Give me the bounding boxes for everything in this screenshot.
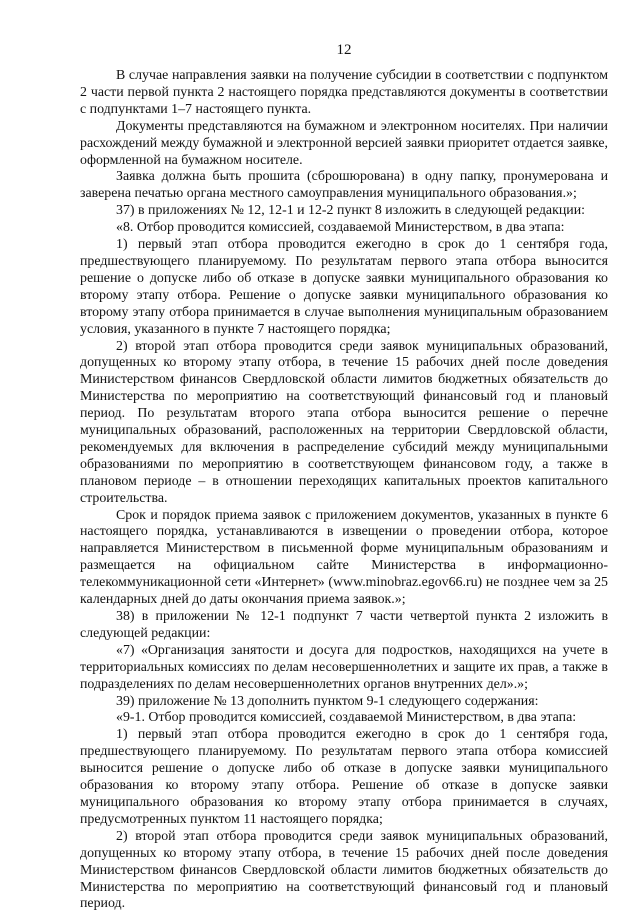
paragraph: 2) второй этап отбора проводится среди заявок муниципальных образований, допущенных ко второму этапу отбора, в течение 15 рабочих дней после доведения Министерством финансов Свердловской области лимитов бюджетных обязательств до Министерства по мероприятию на соответствующий финансовый год и плановый период. bbox=[80, 828, 608, 912]
page-number: 12 bbox=[336, 42, 352, 58]
paragraph: 1) первый этап отбора проводится ежегодно в срок до 1 сентября года, предшествующего планируемому. По результатам первого этапа отбора комиссией выносится решение о допуске либо об отказе в допуске заявки муниципального образования ко второму этапу отбора. Решение об отказе в допуске заявки муниципального образования ко второму этапу отбора принимается в случаях, предусмотренных пунктом 11 настоящего порядка; bbox=[80, 727, 608, 827]
paragraph: 1) первый этап отбора проводится ежегодно в срок до 1 сентября года, предшествующего планируемому. По результатам первого этапа отбора выносится решение о допуске либо об отказе в допуске заявки муниципального образования ко второму этапу отбора. Решение о допуске заявки муниципального образования ко второму этапу отбора принимается в случае выполнения муниципальным образованием условия, указанного в пункте 7 настоящего порядка; bbox=[80, 237, 608, 337]
paragraph: Документы представляются на бумажном и электронном носителях. При наличии расхождений между бумажной и электронной версией заявки приоритет отдается заявке, оформленной на бумажном носителе. bbox=[80, 118, 608, 168]
document-body bbox=[80, 68, 608, 913]
paragraph: В случае направления заявки на получение субсидии в соответствии с подпунктом 2 части первой пункта 2 настоящего порядка представляются документы в соответствии с подпунктами 1–7 настоящего пункта. bbox=[80, 68, 608, 117]
paragraph: 37) в приложениях № 12, 12-1 и 12-2 пункт 8 изложить в следующей редакции: bbox=[116, 203, 585, 219]
paragraph: 2) второй этап отбора проводится среди заявок муниципальных образований, допущенных ко второму этапу отбора, в течение 15 рабочих дней после доведения Министерством финансов Свердловской области лимитов бюджетных обязательств до Министерства по мероприятию на соответствующий финансовый год и плановый период. По результатам второго этапа отбора выносится решение о перечне муниципальных образований, расположенных на территории Свердловской области, рекомендуемых для включения в распределение субсидий между муниципальными образованиями по мероприятию в соответствующем финансовом году, а также в плановом периоде – в отношении переходящих капитальных проектов капитального строительства. bbox=[80, 338, 608, 506]
paragraph: Заявка должна быть прошита (сброшюрована) в одну папку, пронумерована и заверена печатью органа местного самоуправления муниципального образования.»; bbox=[80, 169, 608, 202]
paragraph: «8. Отбор проводится комиссией, создаваемой Министерством, в два этапа: bbox=[116, 220, 565, 236]
paragraph: 38) в приложении № 12-1 подпункт 7 части четвертой пункта 2 изложить в следующей редакции: bbox=[80, 609, 608, 641]
paragraph: 39) приложение № 13 дополнить пунктом 9-1 следующего содержания: bbox=[116, 693, 539, 709]
paragraph: «9-1. Отбор проводится комиссией, создаваемой Министерством, в два этапа: bbox=[116, 710, 577, 726]
paragraph: «7) «Организация занятости и досуга для подростков, находящихся на учете в территориальных комиссиях по делам несовершеннолетних и защите их прав, а также в подразделениях по делам несовершеннолетних органов внутренних дел».»; bbox=[80, 642, 608, 692]
paragraph: Срок и порядок приема заявок с приложением документов, указанных в пункте 6 настоящего порядка, устанавливаются в извещении о проведении отбора, которое направляется Министерством в письменной форме муниципальным образованиям и размещается на официальном сайте Министерства в информационно-телекоммуникационной сети «Интернет» (www.minobraz.egov66.ru) не позднее чем за 25 календарных дней до даты окончания приема заявок.»; bbox=[80, 507, 608, 608]
